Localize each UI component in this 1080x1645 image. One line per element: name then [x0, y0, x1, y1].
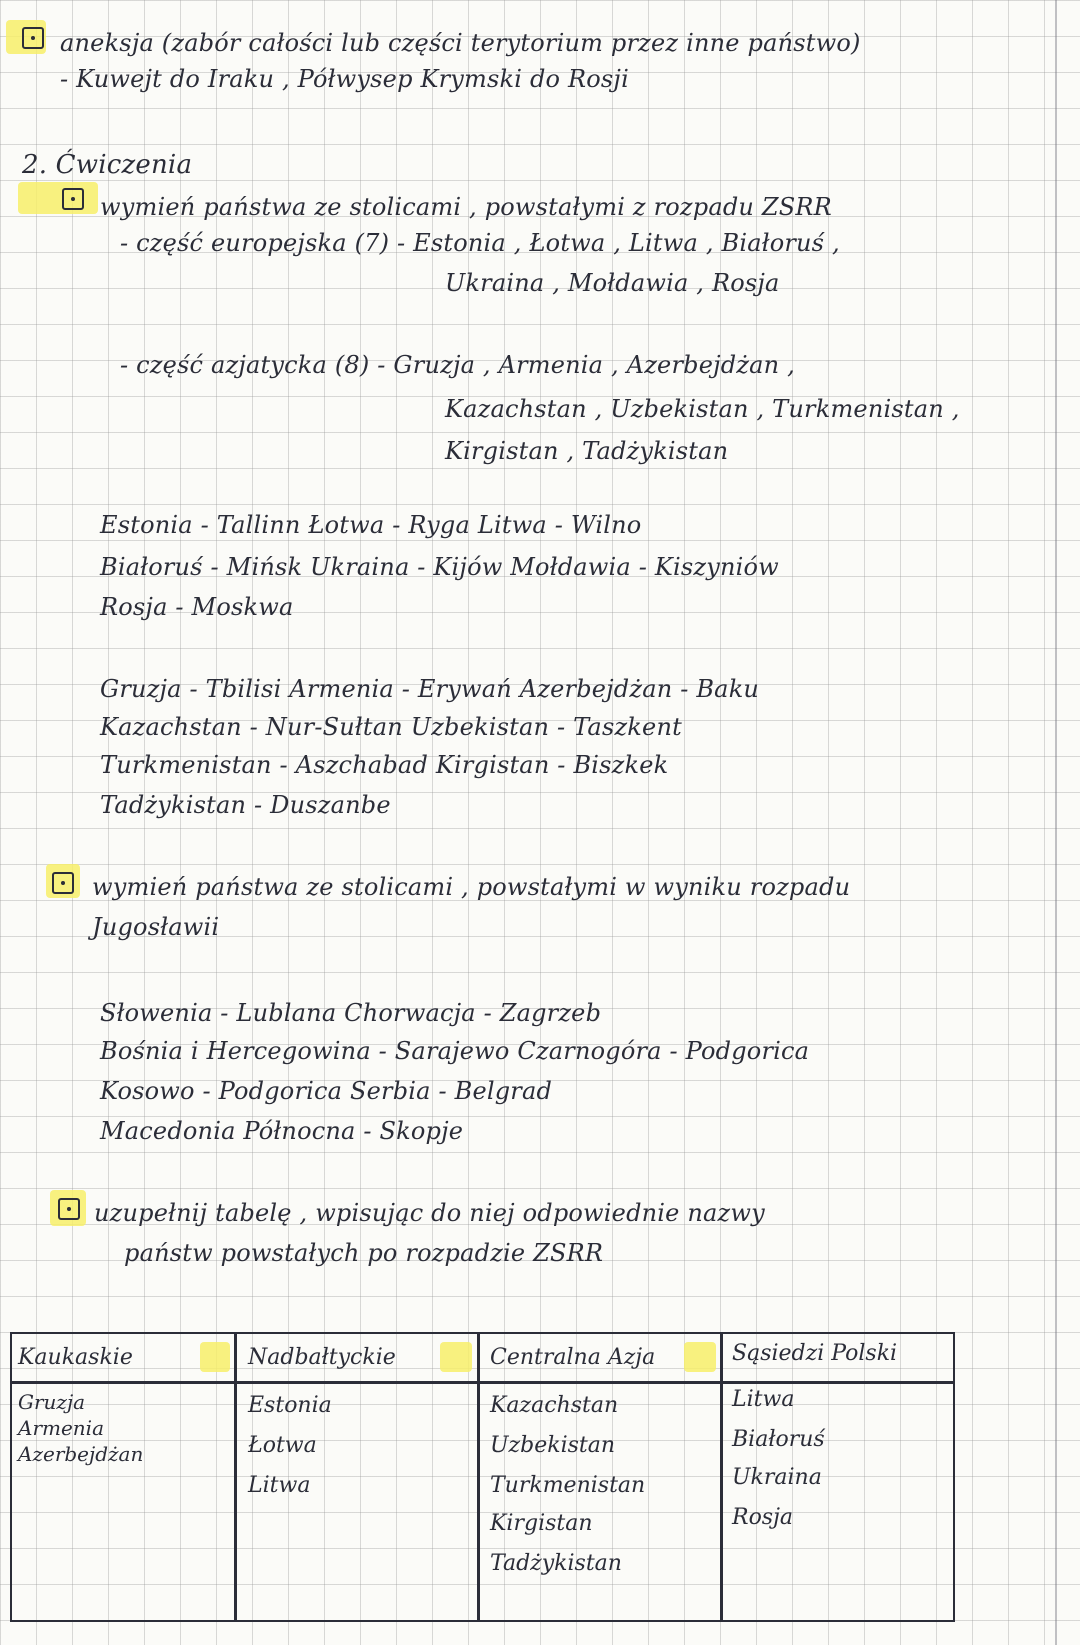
note-line: - Kuwejt do Iraku , Półwysep Krymski do Rosji — [60, 65, 629, 93]
note-line: Bośnia i Hercegowina - Sarajewo Czarnogóra - Podgorica — [100, 1037, 810, 1065]
note-line: Kosowo - Podgorica Serbia - Belgrad — [100, 1077, 553, 1105]
note-line: Macedonia Północna - Skopje — [100, 1117, 464, 1145]
highlight-mark — [200, 1342, 230, 1372]
note-line: Kazachstan , Uzbekistan , Turkmenistan , — [445, 395, 960, 423]
table-header-centralna-azja: Centralna Azja — [490, 1345, 656, 1370]
table-column-divider — [720, 1334, 723, 1620]
note-line: aneksja (zabór całości lub części terytorium przez inne państwo) — [60, 29, 861, 57]
table-cell: Kazachstan — [490, 1393, 619, 1418]
note-line: Kazachstan - Nur-Sułtan Uzbekistan - Taszkent — [100, 713, 682, 741]
table-column-divider — [477, 1334, 480, 1620]
checkbox-bullet-icon — [22, 27, 44, 49]
note-line: Estonia - Tallinn Łotwa - Ryga Litwa - Wilno — [100, 511, 642, 539]
highlight-mark — [684, 1342, 716, 1372]
table-cell: Białoruś — [732, 1427, 825, 1452]
note-line: - część azjatycka (8) - Gruzja , Armenia , Azerbejdżan , — [120, 351, 795, 379]
checkbox-bullet-icon — [62, 188, 84, 210]
table-header-sasiedzi-polski: Sąsiedzi Polski — [732, 1341, 898, 1366]
table-cell: Uzbekistan — [490, 1433, 616, 1458]
note-line: państw powstałych po rozpadzie ZSRR — [124, 1239, 604, 1267]
note-line: Rosja - Moskwa — [100, 593, 294, 621]
table-cell: Estonia — [248, 1393, 332, 1418]
table-cell: Tadżykistan — [490, 1551, 622, 1576]
section-heading: 2. Ćwiczenia — [22, 150, 193, 180]
table-cell: Gruzja — [18, 1390, 86, 1414]
table-header-divider — [12, 1381, 953, 1384]
highlight-mark — [440, 1342, 472, 1372]
note-line: Gruzja - Tbilisi Armenia - Erywań Azerbejdżan - Baku — [100, 675, 760, 703]
table-header-kaukaskie: Kaukaskie — [18, 1345, 133, 1370]
margin-line — [1055, 0, 1057, 1645]
note-line: uzupełnij tabelę , wpisując do niej odpowiednie nazwy — [94, 1199, 765, 1227]
table-cell: Rosja — [732, 1505, 794, 1530]
note-line: wymień państwa ze stolicami , powstałymi w wyniku rozpadu — [92, 873, 851, 901]
note-line: wymień państwa ze stolicami , powstałymi z rozpadu ZSRR — [100, 193, 832, 221]
table-cell: Łotwa — [248, 1433, 317, 1458]
note-line: Ukraina , Mołdawia , Rosja — [445, 269, 780, 297]
table-cell: Ukraina — [732, 1465, 822, 1490]
table-cell: Litwa — [732, 1387, 795, 1412]
note-line: Białoruś - Mińsk Ukraina - Kijów Mołdawia - Kiszyniów — [100, 553, 779, 581]
table-cell: Azerbejdżan — [18, 1442, 144, 1466]
table-header-nadbaltyckie: Nadbałtyckie — [248, 1345, 396, 1370]
table-cell: Litwa — [248, 1473, 311, 1498]
checkbox-bullet-icon — [52, 872, 74, 894]
note-line: Jugosławii — [92, 913, 220, 941]
countries-table — [10, 1332, 955, 1622]
note-line: - część europejska (7) - Estonia , Łotwa , Litwa , Białoruś , — [120, 229, 840, 257]
table-column-divider — [234, 1334, 237, 1620]
note-line: Kirgistan , Tadżykistan — [445, 437, 729, 465]
table-cell: Armenia — [18, 1416, 105, 1440]
highlight-mark — [18, 182, 98, 214]
note-line: Słowenia - Lublana Chorwacja - Zagrzeb — [100, 999, 602, 1027]
table-cell: Turkmenistan — [490, 1473, 646, 1498]
note-line: Tadżykistan - Duszanbe — [100, 791, 391, 819]
checkbox-bullet-icon — [58, 1198, 80, 1220]
note-line: Turkmenistan - Aszchabad Kirgistan - Biszkek — [100, 751, 669, 779]
table-cell: Kirgistan — [490, 1511, 593, 1536]
